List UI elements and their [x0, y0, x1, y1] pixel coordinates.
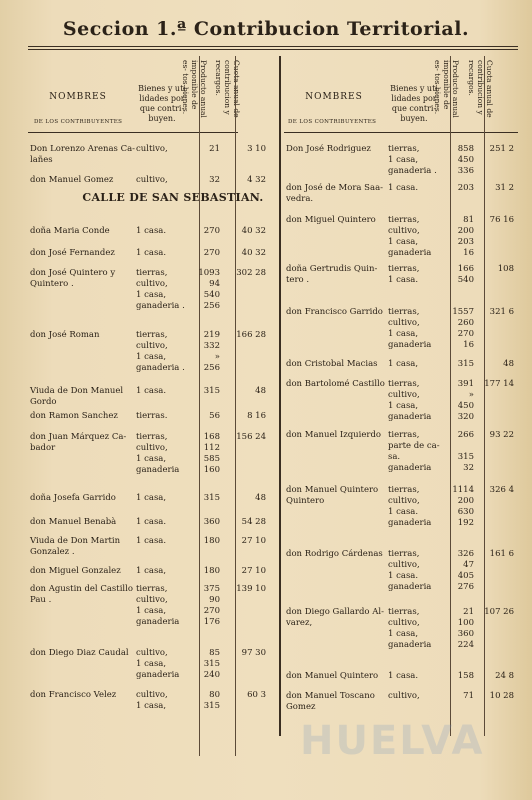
- entry-cuota: 48: [503, 359, 514, 369]
- entry-cuota: 54 28: [241, 517, 266, 527]
- entry-cuota: 8 16: [247, 411, 266, 421]
- entry-name: don Rodrigo Cárdenas: [286, 549, 383, 559]
- right-column: [284, 56, 524, 756]
- entry-cuota: 156 24: [236, 432, 266, 442]
- entry-producto: 375 90 270 176: [203, 584, 220, 627]
- entry-cuota: 161 6: [489, 549, 514, 559]
- entry-name: don Manuel Quintero: [286, 671, 379, 681]
- title-rule: [28, 46, 518, 47]
- entry-cuota: 76 16: [489, 215, 514, 225]
- title-rule-double: [28, 49, 518, 50]
- entry-producto: 180: [203, 536, 220, 546]
- entry-cuota: 166 28: [236, 330, 266, 340]
- entry-bienes: cultivo,: [388, 691, 420, 701]
- entry-cuota: 251 2: [489, 144, 514, 154]
- left-column: [28, 56, 278, 756]
- entry-bienes: tierras, cultivo, 1 casa, ganaderia .: [136, 330, 185, 373]
- entry-cuota: 139 10: [236, 584, 266, 594]
- entry-name: don Cristobal Macias: [286, 359, 378, 369]
- entry-producto: 315: [203, 386, 220, 396]
- entry-bienes: 1 casa.: [136, 386, 167, 396]
- entry-producto: 168 112 585 160: [203, 432, 220, 475]
- entry-name: Viuda de Don Manuel Gordo: [30, 386, 124, 407]
- entry-producto: 158: [457, 671, 474, 681]
- header-rule-right: [284, 132, 518, 133]
- header-contrib-right: DE LOS CONTRIBUYENTES: [288, 119, 377, 125]
- entry-cuota: 60 3: [247, 690, 266, 700]
- entry-cuota: 108: [497, 264, 514, 274]
- entry-cuota: 27 10: [241, 566, 266, 576]
- entry-bienes: tierras, cultivo, 1 casa, ganaderia .: [136, 268, 185, 311]
- entry-cuota: 27 10: [241, 536, 266, 546]
- page-title: Seccion 1.ª Contribucion Territorial.: [62, 18, 470, 40]
- entry-name: don Bartolomé Castillo: [286, 379, 385, 389]
- header-producto: Producto anual imponible de es- tos bienes.: [181, 60, 208, 118]
- header-names: NOMBRES: [49, 92, 107, 102]
- entry-cuota: 3 10: [247, 144, 266, 154]
- entry-bienes: cultivo, 1 casa, ganaderia: [136, 648, 180, 680]
- entry-bienes: cultivo,: [136, 175, 168, 185]
- entry-cuota: 48: [255, 386, 266, 396]
- entry-bienes: 1 casa,: [136, 566, 167, 576]
- header-rule: [28, 132, 238, 133]
- entry-producto: 1114 200 630 192: [452, 485, 474, 528]
- entry-name: don Francisco Garrido: [286, 307, 383, 317]
- entry-bienes: 1 casa.: [388, 183, 419, 193]
- entry-cuota: 40 32: [241, 248, 266, 258]
- entry-name: don Manuel Benabà: [30, 517, 117, 527]
- street-heading: CALLE DE SAN SEBASTIAN.: [82, 191, 264, 204]
- entry-name: don Agustin del Castillo Pau .: [30, 584, 133, 605]
- entry-producto: 1557 260 270 16: [452, 307, 474, 350]
- header-producto-right: Producto anual imponible de es- tos bienes.: [433, 60, 460, 118]
- entry-bienes: cultivo,: [136, 144, 168, 154]
- entry-name: don Manuel Quintero Quintero: [286, 485, 379, 506]
- entry-bienes: 1 casa.: [388, 671, 419, 681]
- entry-name: don Manuel Gomez: [30, 175, 114, 185]
- entry-producto: 315: [203, 493, 220, 503]
- entry-name: don Miguel Gonzalez: [30, 566, 121, 576]
- entry-producto: 270: [203, 248, 220, 258]
- entry-producto: 203: [457, 183, 474, 193]
- entry-producto: 21: [209, 144, 220, 154]
- entry-producto: 326 47 405 276: [457, 549, 474, 592]
- entry-cuota: 48: [255, 493, 266, 503]
- entry-bienes: tierras, cultivo, 1 casa, ganaderia: [388, 215, 432, 258]
- entry-name: don José Quintero y Quintero .: [30, 268, 116, 289]
- entry-producto: 315: [457, 359, 474, 369]
- header-names-right: NOMBRES: [305, 92, 363, 102]
- entry-producto: 266 315 32: [457, 430, 474, 473]
- entry-cuota: 177 14: [484, 379, 514, 389]
- entry-producto: 21 100 360 224: [457, 607, 474, 650]
- entry-name: Don Lorenzo Arenas Ca- lañes: [30, 144, 136, 165]
- header-cuota: Cuota anual de contribucion y recargos.: [214, 60, 241, 118]
- entry-name: don Francisco Velez: [30, 690, 117, 700]
- entry-cuota: 107 26: [484, 607, 514, 617]
- entry-bienes: 1 casa.: [136, 536, 167, 546]
- entry-bienes: tierras, cultivo, 1 casa, ganaderia: [388, 307, 432, 350]
- entry-cuota: 31 2: [495, 183, 514, 193]
- entry-producto: 858 450 336: [457, 144, 474, 176]
- entry-cuota: 24 8: [495, 671, 514, 681]
- header-contrib: DE LOS CONTRIBUYENTES: [34, 119, 123, 125]
- entry-producto: 166 540: [457, 264, 474, 285]
- entry-cuota: 93 22: [489, 430, 514, 440]
- entry-producto: 219 332 » 256: [203, 330, 220, 373]
- entry-bienes: tierras.: [136, 411, 168, 421]
- watermark-huelva: HUELVA: [300, 718, 485, 764]
- entry-producto: 85 315 240: [203, 648, 220, 680]
- entry-bienes: 1 casa.: [136, 226, 167, 236]
- entry-cuota: 4 32: [247, 175, 266, 185]
- entry-producto: 180: [203, 566, 220, 576]
- entry-producto: 71: [463, 691, 474, 701]
- entry-name: don Diego Gallardo Al- varez,: [286, 607, 384, 628]
- entry-cuota: 10 28: [489, 691, 514, 701]
- entry-producto: 391 » 450 320: [457, 379, 474, 422]
- entry-bienes: 1 casa.: [136, 248, 167, 258]
- entry-cuota: 40 32: [241, 226, 266, 236]
- entry-cuota: 302 28: [236, 268, 266, 278]
- entry-producto: 360: [203, 517, 220, 527]
- entry-name: don Diego Diaz Caudal: [30, 648, 129, 658]
- entry-name: doña Gertrudis Quin- tero .: [286, 264, 378, 285]
- entry-name: don Miguel Quintero: [286, 215, 376, 225]
- entry-name: don José de Mora Saa- vedra.: [286, 183, 384, 204]
- entry-name: don Manuel Izquierdo: [286, 430, 382, 440]
- entry-producto: 56: [209, 411, 220, 421]
- entry-name: Viuda de Don Martin Gonzalez .: [30, 536, 121, 557]
- entry-bienes: 1 casa.: [136, 517, 167, 527]
- entry-producto: 1093 94 540 256: [198, 268, 220, 311]
- entry-producto: 80 315: [203, 690, 220, 711]
- entry-bienes: 1 casa,: [388, 359, 419, 369]
- entry-name: Don José Rodriguez: [286, 144, 371, 154]
- entry-name: don Manuel Toscano Gomez: [286, 691, 375, 712]
- entry-bienes: tierras, cultivo, 1 casa. ganaderia: [388, 549, 432, 592]
- entry-bienes: tierras, cultivo, 1 casa. ganaderia: [388, 485, 432, 528]
- entry-bienes: tierras, cultivo, 1 casa, ganaderia: [388, 607, 432, 650]
- entry-name: doña Josefa Garrido: [30, 493, 116, 503]
- entry-name: don José Roman: [30, 330, 100, 340]
- entry-bienes: tierras, cultivo, 1 casa, ganaderia: [136, 584, 180, 627]
- entry-bienes: tierras, 1 casa.: [388, 264, 420, 285]
- entry-producto: 32: [209, 175, 220, 185]
- entry-cuota: 97 30: [241, 648, 266, 658]
- header-bienes: Bienes y uti lidades por que contri- buyen.: [138, 84, 186, 123]
- entry-bienes: tierras, parte de ca- sa. ganaderia: [388, 430, 440, 473]
- entry-bienes: 1 casa,: [136, 493, 167, 503]
- entry-name: don José Fernandez: [30, 248, 115, 258]
- entry-bienes: tierras, cultivo, 1 casa, ganaderia: [388, 379, 432, 422]
- center-divider: [279, 56, 281, 736]
- entry-cuota: 326 4: [489, 485, 514, 495]
- entry-name: doña Maria Conde: [30, 226, 110, 236]
- entry-name: don Ramon Sanchez: [30, 411, 118, 421]
- entry-bienes: tierras, 1 casa, ganaderia .: [388, 144, 437, 176]
- entry-bienes: cultivo, 1 casa,: [136, 690, 168, 711]
- entry-name: don Juan Márquez Ca- bador: [30, 432, 127, 453]
- entry-cuota: 321 6: [489, 307, 514, 317]
- entry-bienes: tierras, cultivo, 1 casa, ganaderia: [136, 432, 180, 475]
- divider-cuota-right: [484, 56, 485, 736]
- header-bienes-right: Bienes y uti lidades por que contri- buyen.: [390, 84, 438, 123]
- header-cuota-right: Cuota anual de contribucion y recargos.: [467, 60, 494, 118]
- entry-producto: 270: [203, 226, 220, 236]
- entry-producto: 81 200 203 16: [457, 215, 474, 258]
